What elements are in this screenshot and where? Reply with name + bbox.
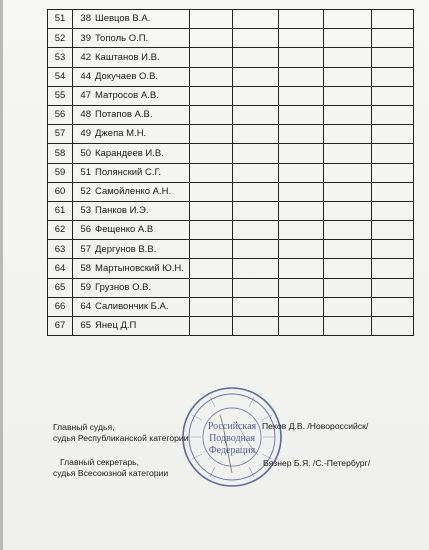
athlete-name-cell: Самойленко А.Н. xyxy=(93,182,190,201)
place-cell: 51 xyxy=(48,10,73,29)
empty-result-cell xyxy=(190,240,233,259)
empty-result-cell xyxy=(279,29,324,48)
empty-result-cell xyxy=(372,86,414,105)
empty-result-cell xyxy=(233,86,279,105)
athlete-name-cell: Тополь О.П. xyxy=(93,29,190,48)
athlete-name-cell: Карандеев И.В. xyxy=(93,144,190,163)
empty-result-cell xyxy=(190,278,233,297)
start-number-cell: 59 xyxy=(73,278,94,297)
empty-result-cell xyxy=(372,10,414,29)
place-cell: 65 xyxy=(48,278,73,297)
empty-result-cell xyxy=(279,48,324,67)
empty-result-cell xyxy=(324,297,372,316)
empty-result-cell xyxy=(190,317,233,336)
place-cell: 52 xyxy=(48,29,73,48)
athlete-name-cell: Фещенко А.В xyxy=(93,221,190,240)
place-cell: 57 xyxy=(48,125,73,144)
secretary-title-2: судья Всесоюзной категории xyxy=(53,468,169,478)
empty-result-cell xyxy=(372,278,414,297)
athlete-name-cell: Матросов А.В. xyxy=(93,86,190,105)
start-number-cell: 42 xyxy=(73,48,94,67)
stamp-line-3: Федерация xyxy=(208,445,256,456)
athlete-name-cell: Потапов А.В. xyxy=(93,105,190,124)
empty-result-cell xyxy=(233,240,279,259)
start-number-cell: 53 xyxy=(73,201,94,220)
chief-judge-title-2: судья Республиканской категории xyxy=(53,433,189,443)
empty-result-cell xyxy=(190,105,233,124)
empty-result-cell xyxy=(324,278,372,297)
athlete-name-cell: Саливончик Б.А. xyxy=(93,297,190,316)
table-row xyxy=(48,163,414,182)
empty-result-cell xyxy=(233,125,279,144)
empty-result-cell xyxy=(324,29,372,48)
empty-result-cell xyxy=(279,240,324,259)
empty-result-cell xyxy=(324,86,372,105)
empty-result-cell xyxy=(324,105,372,124)
table-row xyxy=(48,201,414,220)
table-row xyxy=(48,125,414,144)
place-cell: 59 xyxy=(48,163,73,182)
table-row xyxy=(48,240,414,259)
start-number-cell: 56 xyxy=(73,221,94,240)
empty-result-cell xyxy=(279,221,324,240)
start-number-cell: 52 xyxy=(73,182,94,201)
place-cell: 61 xyxy=(48,201,73,220)
page-edge xyxy=(0,0,3,550)
empty-result-cell xyxy=(279,278,324,297)
empty-result-cell xyxy=(372,48,414,67)
empty-result-cell xyxy=(233,221,279,240)
table-row xyxy=(48,105,414,124)
empty-result-cell xyxy=(279,144,324,163)
empty-result-cell xyxy=(190,163,233,182)
place-cell: 54 xyxy=(48,67,73,86)
place-cell: 63 xyxy=(48,240,73,259)
table-row xyxy=(48,182,414,201)
start-number-cell: 48 xyxy=(73,105,94,124)
start-number-cell: 47 xyxy=(73,86,94,105)
place-cell: 55 xyxy=(48,86,73,105)
start-number-cell: 64 xyxy=(73,297,94,316)
start-number-cell: 58 xyxy=(73,259,94,278)
empty-result-cell xyxy=(233,297,279,316)
empty-result-cell xyxy=(190,221,233,240)
empty-result-cell xyxy=(233,67,279,86)
empty-result-cell xyxy=(324,221,372,240)
empty-result-cell xyxy=(324,240,372,259)
athlete-name-cell: Джепа М.Н. xyxy=(93,125,190,144)
empty-result-cell xyxy=(372,201,414,220)
empty-result-cell xyxy=(190,29,233,48)
empty-result-cell xyxy=(279,182,324,201)
start-number-cell: 57 xyxy=(73,240,94,259)
empty-result-cell xyxy=(324,317,372,336)
secretary-title-1: Главный секретарь, xyxy=(60,457,140,467)
table-row xyxy=(48,297,414,316)
table-row xyxy=(48,221,414,240)
athlete-name-cell: Панков И.Э. xyxy=(93,201,190,220)
table-row xyxy=(48,48,414,67)
empty-result-cell xyxy=(190,10,233,29)
empty-result-cell xyxy=(190,144,233,163)
start-number-cell: 65 xyxy=(73,317,94,336)
empty-result-cell xyxy=(324,125,372,144)
empty-result-cell xyxy=(279,317,324,336)
place-cell: 62 xyxy=(48,221,73,240)
empty-result-cell xyxy=(190,125,233,144)
empty-result-cell xyxy=(324,163,372,182)
athlete-name-cell: Грузнов О.В. xyxy=(93,278,190,297)
table-row xyxy=(48,317,414,336)
empty-result-cell xyxy=(324,182,372,201)
empty-result-cell xyxy=(233,317,279,336)
empty-result-cell xyxy=(372,29,414,48)
empty-result-cell xyxy=(279,86,324,105)
start-number-cell: 38 xyxy=(73,10,94,29)
empty-result-cell xyxy=(372,317,414,336)
athlete-name-cell: Янец Д.П xyxy=(93,317,190,336)
athlete-name-cell: Шевцов В.А. xyxy=(93,10,190,29)
empty-result-cell xyxy=(372,125,414,144)
table-row xyxy=(48,29,414,48)
empty-result-cell xyxy=(372,163,414,182)
empty-result-cell xyxy=(372,144,414,163)
empty-result-cell xyxy=(190,86,233,105)
start-number-cell: 50 xyxy=(73,144,94,163)
empty-result-cell xyxy=(279,163,324,182)
place-cell: 66 xyxy=(48,297,73,316)
empty-result-cell xyxy=(279,259,324,278)
empty-result-cell xyxy=(233,259,279,278)
empty-result-cell xyxy=(279,10,324,29)
empty-result-cell xyxy=(324,144,372,163)
empty-result-cell xyxy=(233,10,279,29)
empty-result-cell xyxy=(279,105,324,124)
empty-result-cell xyxy=(233,201,279,220)
table-row xyxy=(48,86,414,105)
empty-result-cell xyxy=(190,201,233,220)
place-cell: 67 xyxy=(48,317,73,336)
empty-result-cell xyxy=(324,259,372,278)
empty-result-cell xyxy=(233,29,279,48)
empty-result-cell xyxy=(372,297,414,316)
empty-result-cell xyxy=(190,182,233,201)
place-cell: 58 xyxy=(48,144,73,163)
empty-result-cell xyxy=(233,278,279,297)
empty-result-cell xyxy=(372,240,414,259)
empty-result-cell xyxy=(372,259,414,278)
athlete-name-cell: Каштанов И.В. xyxy=(93,48,190,67)
table-row xyxy=(48,278,414,297)
empty-result-cell xyxy=(233,144,279,163)
empty-result-cell xyxy=(324,201,372,220)
athlete-name-cell: Дергунов В.В. xyxy=(93,240,190,259)
stamp-line-1: Российская xyxy=(207,421,257,432)
empty-result-cell xyxy=(279,125,324,144)
empty-result-cell xyxy=(279,297,324,316)
empty-result-cell xyxy=(190,259,233,278)
empty-result-cell xyxy=(372,221,414,240)
start-number-cell: 51 xyxy=(73,163,94,182)
empty-result-cell xyxy=(279,67,324,86)
place-cell: 53 xyxy=(48,48,73,67)
table-row xyxy=(48,67,414,86)
table-row xyxy=(48,144,414,163)
athlete-name-cell: Полянский С.Г. xyxy=(93,163,190,182)
empty-result-cell xyxy=(279,201,324,220)
secretary-name: Вязнер Б.Я. /С.-Петербург/ xyxy=(263,458,371,468)
stamp-line-2: Подводная xyxy=(209,433,255,444)
empty-result-cell xyxy=(233,105,279,124)
empty-result-cell xyxy=(372,67,414,86)
start-number-cell: 49 xyxy=(73,125,94,144)
empty-result-cell xyxy=(233,48,279,67)
empty-result-cell xyxy=(190,48,233,67)
place-cell: 56 xyxy=(48,105,73,124)
start-number-cell: 39 xyxy=(73,29,94,48)
organization-stamp xyxy=(180,385,284,489)
empty-result-cell xyxy=(324,10,372,29)
empty-result-cell xyxy=(324,67,372,86)
start-number-cell: 44 xyxy=(73,67,94,86)
chief-judge-title-1: Главный судья, xyxy=(53,422,115,432)
table-row xyxy=(48,259,414,278)
results-table-body xyxy=(48,10,414,336)
empty-result-cell xyxy=(372,182,414,201)
empty-result-cell xyxy=(190,67,233,86)
empty-result-cell xyxy=(372,105,414,124)
empty-result-cell xyxy=(233,182,279,201)
place-cell: 64 xyxy=(48,259,73,278)
empty-result-cell xyxy=(233,163,279,182)
chief-judge-name: Пехов Д.В. /Новороссийск/ xyxy=(262,421,369,431)
empty-result-cell xyxy=(190,297,233,316)
athlete-name-cell: Докучаев О.В. xyxy=(93,67,190,86)
place-cell: 60 xyxy=(48,182,73,201)
athlete-name-cell: Мартыновский Ю.Н. xyxy=(93,259,190,278)
table-row xyxy=(48,10,414,29)
results-table xyxy=(47,9,414,336)
empty-result-cell xyxy=(324,48,372,67)
